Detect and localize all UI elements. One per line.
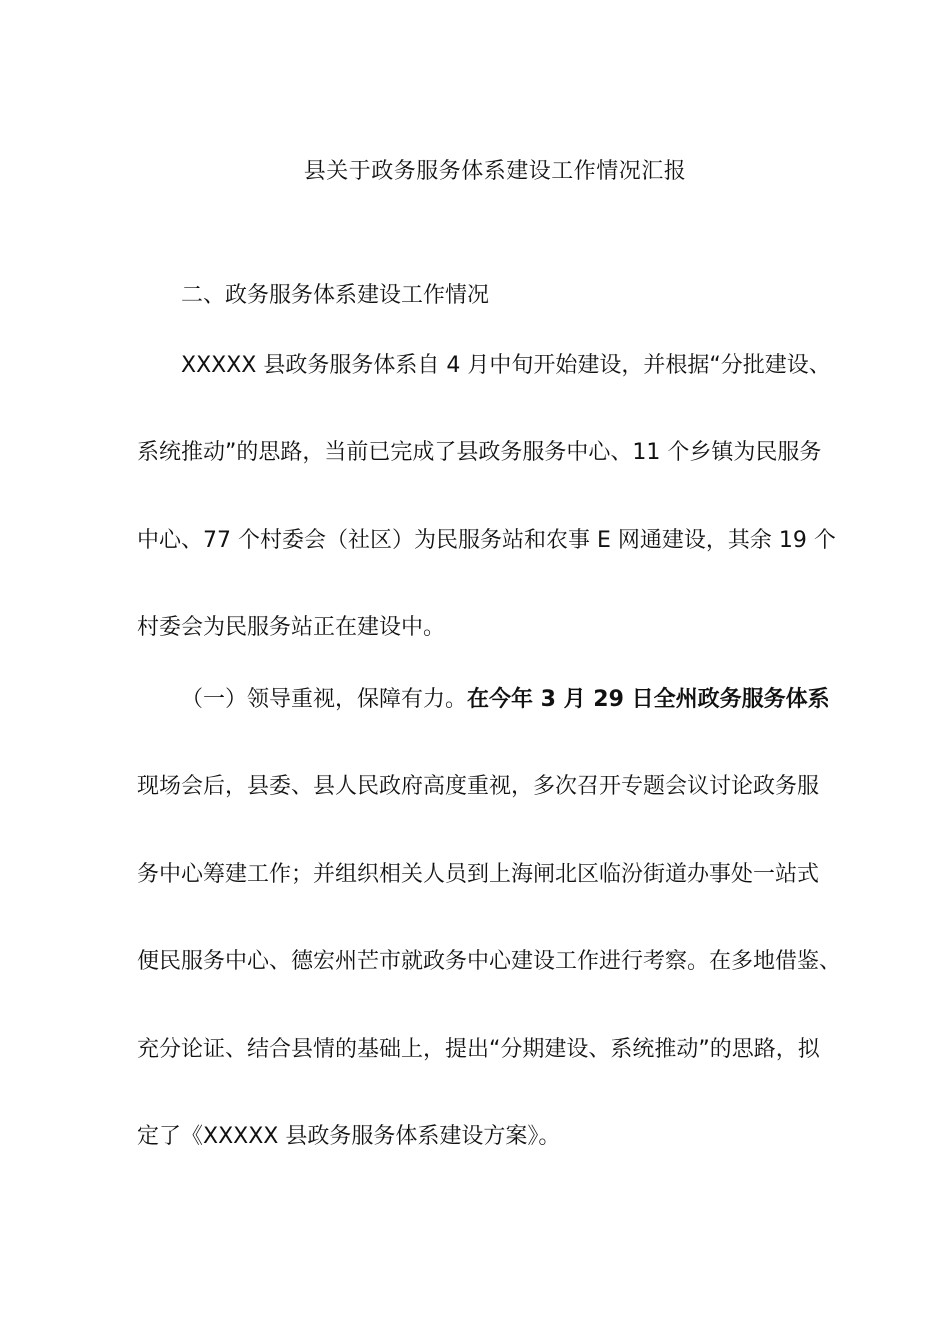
- paragraph-2-line-6: 定了《XXXXX 县政务服务体系建设方案》。: [137, 1124, 561, 1149]
- paragraph-2-lead: （一）领导重视，保障有力。: [181, 687, 468, 712]
- paragraph-2-line-4: 便民服务中心、德宏州芒市就政务中心建设工作进行考察。在多地借鉴、: [137, 949, 842, 974]
- paragraph-2-line-5: 充分论证、结合县情的基础上，提出“分期建设、系统推动”的思路，拟: [137, 1037, 820, 1062]
- paragraph-1-line-1: XXXXX 县政务服务体系自 4 月中旬开始建设，并根据“分批建设、: [181, 353, 831, 378]
- paragraph-1-line-4: 村委会为民服务站正在建设中。: [137, 615, 446, 640]
- document-title: 县关于政务服务体系建设工作情况汇报: [303, 159, 687, 184]
- paragraph-1-line-3: 中心、77 个村委会（社区）为民服务站和农事 E 网通建设，其余 19 个: [137, 528, 836, 553]
- paragraph-2-line-2: 现场会后，县委、县人民政府高度重视，多次召开专题会议讨论政务服: [137, 774, 820, 799]
- section-heading: 二、政务服务体系建设工作情况: [181, 283, 490, 308]
- paragraph-2-line-3: 务中心筹建工作；并组织相关人员到上海闸北区临汾街道办事处一站式: [137, 862, 820, 887]
- paragraph-2-first-line-rest: 在今年 3 月 29 日全州政务服务体系: [467, 687, 830, 712]
- paragraph-2-line-1: [181, 680, 830, 720]
- paragraph-1-line-2: 系统推动”的思路，当前已完成了县政务服务中心、11 个乡镇为民服务: [137, 440, 822, 465]
